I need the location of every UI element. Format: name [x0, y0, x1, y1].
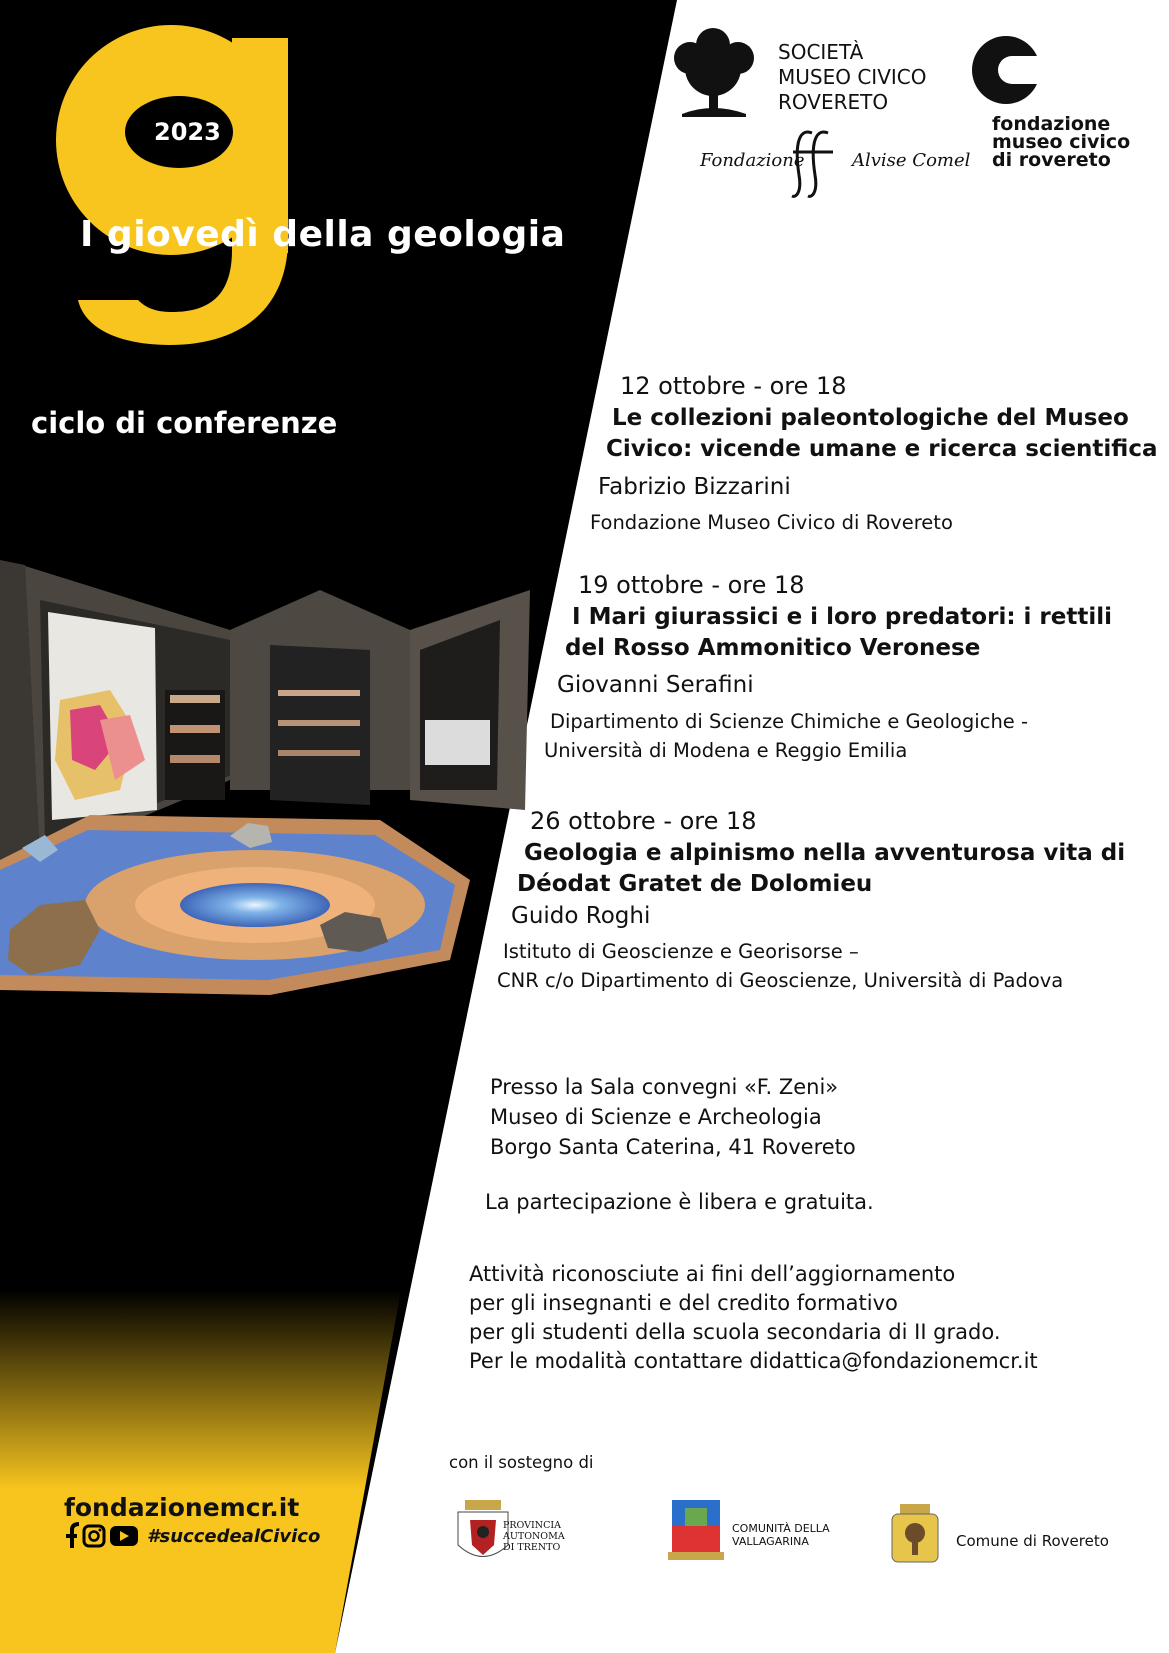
event-2-speaker: Giovanni Serafini — [557, 672, 754, 698]
comel-left-text: Fondazione — [700, 150, 805, 171]
comune-text: Comune di Rovereto — [956, 1532, 1109, 1550]
event-1-title-line-2: Civico: vicende umane e ricerca scientifica — [606, 436, 1158, 462]
comunita-text: COMUNITÀ DELLA VALLAGARINA — [732, 1522, 830, 1548]
museum-room-photo — [0, 560, 530, 995]
event-2-affiliation-line-1: Dipartimento di Scienze Chimiche e Geologiche - — [550, 710, 1029, 733]
tree-logo — [674, 28, 754, 117]
venue-block: Presso la Sala convegni «F. Zeni» Museo di Scienze e Archeologia Borgo Santa Caterina, 41 Rovereto — [490, 1075, 856, 1159]
support-label: con il sostegno di — [449, 1453, 594, 1472]
event-3-speaker: Guido Roghi — [511, 903, 651, 929]
provincia-crest — [458, 1500, 508, 1557]
notes-block: Attività riconosciute ai fini dell’aggiornamento per gli insegnanti e del credito formativo per gli studenti della scuola secondaria di II grado. Per le modalità contattare didattica@fondazionemcr.it — [469, 1262, 1038, 1373]
comune-crest — [892, 1504, 938, 1562]
event-3-date: 26 ottobre - ore 18 — [530, 807, 757, 835]
event-3-affiliation-line-2: CNR c/o Dipartimento di Geoscienze, Università di Padova — [497, 969, 1064, 992]
series-title: I giovedì della geologia — [80, 214, 566, 255]
event-2-affiliation-line-2: Università di Modena e Reggio Emilia — [544, 739, 908, 762]
vallagarina-crest — [668, 1500, 724, 1560]
event-2-title-line-2: del Rosso Ammonitico Veronese — [565, 635, 981, 661]
event-3-affiliation-line-1: Istituto di Geoscienze e Georisorse – — [503, 940, 859, 963]
fondazione-c-logo — [972, 36, 1044, 104]
event-2-date: 19 ottobre - ore 18 — [578, 571, 805, 599]
participation-text: La partecipazione è libera e gratuita. — [485, 1190, 874, 1214]
event-1-speaker: Fabrizio Bizzarini — [598, 474, 791, 500]
event-1-date: 12 ottobre - ore 18 — [620, 372, 847, 400]
youtube-icon — [110, 1526, 138, 1546]
event-3-title-line-1: Geologia e alpinismo nella avventurosa vita di — [524, 840, 1126, 866]
event-3-title-line-2: Déodat Gratet de Dolomieu — [517, 871, 873, 897]
societa-logo-text: SOCIETÀ MUSEO CIVICO ROVERETO — [778, 40, 927, 114]
event-2-title-line-1: I Mari giurassici e i loro predatori: i rettili — [572, 604, 1113, 630]
provincia-text: PROVINCIA AUTONOMA DI TRENTO — [503, 1520, 565, 1553]
yellow-fade — [0, 1290, 401, 1653]
subtitle: ciclo di conferenze — [31, 406, 338, 440]
event-1-title-line-1: Le collezioni paleontologiche del Museo — [612, 405, 1129, 431]
website-link[interactable]: fondazionemcr.it — [64, 1493, 300, 1522]
comel-right-text: Alvise Comel — [852, 150, 971, 171]
event-1-affiliation: Fondazione Museo Civico di Rovereto — [590, 511, 953, 534]
fondazione-logo-text: fondazione museo civico di rovereto — [992, 113, 1131, 171]
hashtag: #succedealCivico — [147, 1526, 321, 1547]
year-label: 2023 — [154, 118, 221, 146]
